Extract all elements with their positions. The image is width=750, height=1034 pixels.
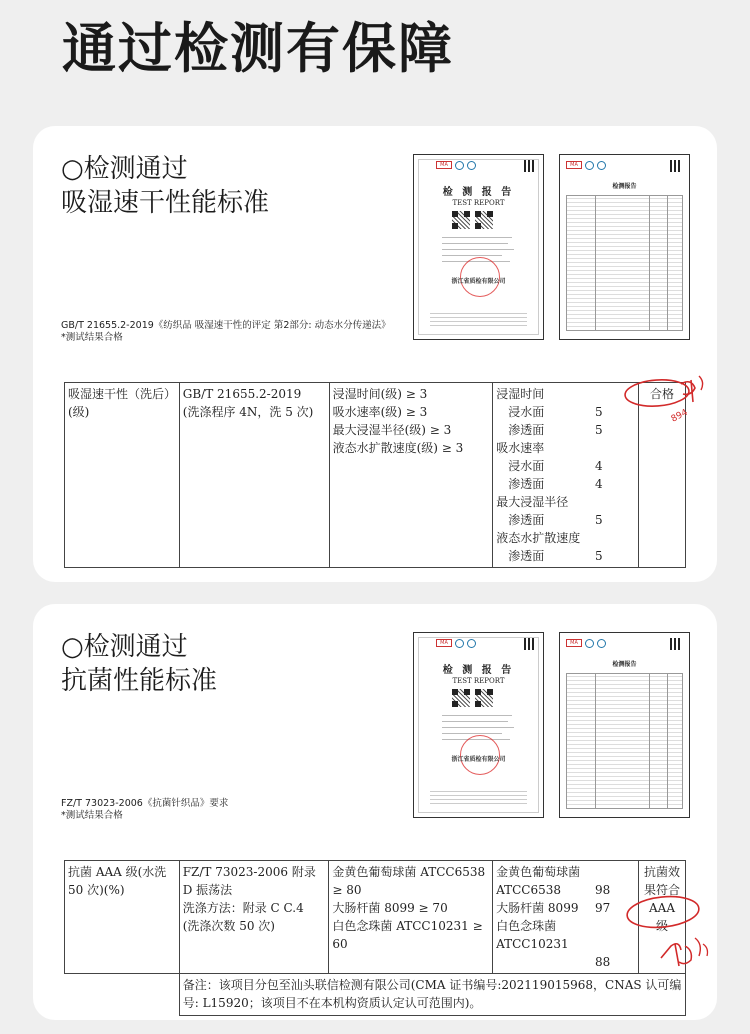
handwritten-approval-mark: [621, 370, 717, 442]
requirement: 最大浸湿半径(级) ≥ 3: [332, 423, 452, 437]
result-row: 金黄色葡萄球菌: [496, 865, 581, 879]
certification-logos: MA: [566, 161, 606, 170]
report-page-header: 检测报告: [612, 183, 637, 190]
result-row: 渗透面 4: [508, 477, 603, 491]
result-row: 液态水扩散速度: [496, 531, 581, 545]
report-page-header: 检测报告: [612, 661, 637, 668]
test-report-cover-thumbnail: [413, 154, 544, 340]
report-results-grid: [566, 195, 683, 331]
report-org: 浙江省质检有限公司: [451, 756, 506, 763]
qr-codes: [452, 689, 493, 707]
result-row: ATCC6538 98: [496, 883, 611, 897]
verdict-line: 抗菌效: [644, 865, 681, 879]
report-subtitle: TEST REPORT: [452, 199, 505, 207]
test-report-results-thumbnail: [559, 154, 690, 340]
wash-method: 洗涤方法：附录 C C.4: [182, 901, 304, 915]
report-org: 浙江省质检有限公司: [451, 278, 506, 285]
requirement: 大肠杆菌 8099 ≥ 70: [332, 901, 448, 915]
results-cell: [493, 861, 639, 974]
result-row: 浸水面 5: [508, 405, 603, 419]
wash-times: (洗涤次数 50 次): [182, 919, 275, 933]
test-method: [179, 383, 329, 568]
handwritten-approval-mark: [621, 886, 717, 982]
qr-code-icon: [670, 638, 682, 650]
antibacterial-card: [33, 604, 717, 1020]
handwritten-number: 894: [669, 407, 690, 425]
method-wash: (洗涤程序 4N，洗 5 次): [182, 405, 314, 419]
requirement: 液态水扩散速度(级) ≥ 3: [332, 441, 464, 455]
report-title: 检 测 报 告: [442, 665, 515, 676]
result-row: 大肠杆菌 8099 97: [496, 901, 611, 915]
section-heading: [61, 630, 217, 698]
pass-note: *测试结果合格: [61, 810, 123, 821]
antibacterial-result-table: [64, 860, 686, 1016]
verdict-line: AAA: [649, 901, 675, 915]
standard-text: GB/T 21655.2-2019《纺织品 吸湿速干性的评定 第2部分: 动态水分传递法》: [61, 320, 391, 331]
report-title: 检 测 报 告: [442, 187, 515, 198]
qr-code-icon: [524, 638, 536, 650]
requirements-cell: [329, 861, 493, 974]
certification-logos: MA: [436, 161, 476, 170]
verdict-text: 合格: [650, 387, 675, 401]
heading-pass: ○检测通过: [61, 632, 188, 662]
moisture-result-table: [64, 382, 686, 568]
result-row: 最大浸湿半径: [496, 495, 569, 509]
method-standard: GB/T 21655.2-2019: [182, 387, 302, 401]
qr-code-icon: [670, 160, 682, 172]
standard-note: [61, 320, 391, 344]
result-row: 吸水速率: [496, 441, 545, 455]
result-row: 渗透面 5: [508, 423, 603, 437]
heading-standard: 抗菌性能标准: [61, 666, 218, 696]
heading-standard: 吸湿速干性能标准: [61, 188, 270, 218]
qr-code-icon: [524, 160, 536, 172]
requirement: 白色念珠菌 ATCC10231 ≥ 60: [332, 919, 483, 951]
verdict-line: 果符合: [644, 883, 681, 897]
report-results-grid: [566, 673, 683, 809]
result-row: 白色念珠菌 ATCC10231: [496, 919, 569, 951]
result-row: 浸湿时间: [496, 387, 545, 401]
qr-codes: [452, 211, 493, 229]
requirements-cell: [329, 383, 493, 568]
remark-cell: 备注：该项目分包至汕头联信检测有限公司(CMA 证书编号:202119015968，CNAS 认可编号: L15920；该项目不在本机构资质认定认可范围内)。: [179, 974, 685, 1016]
section-heading: [61, 152, 269, 220]
test-report-cover-thumbnail: [413, 632, 544, 818]
result-row: 渗透面 5: [508, 549, 603, 563]
requirement: 浸湿时间(级) ≥ 3: [332, 387, 428, 401]
certification-logos: MA: [566, 639, 606, 648]
standard-note: [61, 798, 228, 822]
standard-text: FZ/T 73023-2006《抗菌针织品》要求: [61, 798, 229, 809]
test-item: 吸湿速干性（洗后）(级): [65, 383, 180, 568]
certification-logos: MA: [436, 639, 476, 648]
result-row: 渗透面 5: [508, 513, 603, 527]
test-report-results-thumbnail: [559, 632, 690, 818]
verdict-line: 级: [656, 919, 669, 933]
heading-pass: ○检测通过: [61, 154, 188, 184]
moisture-wicking-card: [33, 126, 717, 582]
requirement: 吸水速率(级) ≥ 3: [332, 405, 428, 419]
result-row: 88: [595, 955, 611, 969]
results-cell: [493, 383, 639, 568]
test-method: [179, 861, 329, 974]
pass-note: *测试结果合格: [61, 332, 123, 343]
test-item: 抗菌 AAA 级(水洗 50 次)(%): [65, 861, 180, 974]
requirement: 金黄色葡萄球菌 ATCC6538 ≥ 80: [332, 865, 486, 897]
report-subtitle: TEST REPORT: [452, 677, 505, 685]
page-title: 通过检测有保障: [62, 17, 454, 80]
result-row: 浸水面 4: [508, 459, 603, 473]
method-standard: FZ/T 73023-2006 附录 D 振荡法: [182, 865, 316, 897]
